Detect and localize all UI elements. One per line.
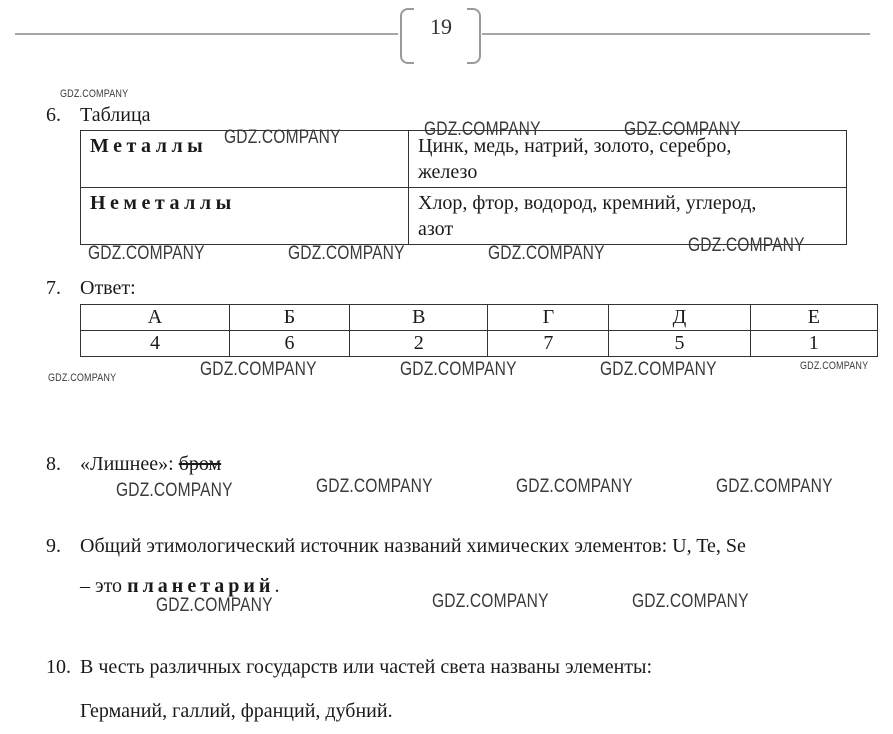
- q6-title: Таблица: [80, 104, 151, 126]
- answer-header-a: А: [81, 305, 230, 331]
- watermark: GDZ.COMPANY: [116, 480, 233, 501]
- page-number-bracket-left: [400, 8, 414, 64]
- answer-header-e: Е: [750, 305, 877, 331]
- nonmetals-value-line2: азот: [418, 218, 454, 240]
- metals-value-line1: Цинк, медь, натрий, золото, серебро,: [418, 135, 732, 157]
- metals-table: [80, 130, 847, 245]
- q10-line1: В честь различных государств или частей света названы элементы:: [80, 656, 653, 678]
- answer-header-d: Д: [609, 305, 750, 331]
- answer-value-a: 4: [81, 331, 230, 357]
- answer-value-e: 1: [750, 331, 877, 357]
- q10-number: 10.: [46, 656, 71, 678]
- q8-prefix: «Лишнее»:: [80, 453, 179, 475]
- watermark: GDZ.COMPANY: [716, 476, 833, 497]
- answer-header-g: Г: [488, 305, 609, 331]
- watermark: GDZ.COMPANY: [60, 88, 129, 100]
- q9-line2-prefix: – это: [80, 575, 128, 597]
- q9-answer: планетарий: [127, 575, 275, 597]
- header-rule-left: [15, 33, 398, 35]
- answer-value-d: 5: [609, 331, 750, 357]
- q8-number: 8.: [46, 453, 61, 475]
- q10-line2: Германий, галлий, франций, дубний.: [80, 700, 393, 722]
- watermark: GDZ.COMPANY: [316, 476, 433, 497]
- answer-value-v: 2: [350, 331, 488, 357]
- watermark: GDZ.COMPANY: [800, 360, 869, 372]
- watermark: GDZ.COMPANY: [688, 235, 805, 256]
- watermark: GDZ.COMPANY: [156, 595, 273, 616]
- nonmetals-value-line1: Хлор, фтор, водород, кремний, углерод,: [418, 192, 757, 214]
- answer-header-row: [81, 305, 878, 331]
- q6-number: 6.: [46, 104, 61, 126]
- watermark: GDZ.COMPANY: [432, 591, 549, 612]
- watermark: GDZ.COMPANY: [424, 119, 541, 140]
- watermark: GDZ.COMPANY: [400, 359, 517, 380]
- watermark: GDZ.COMPANY: [88, 243, 205, 264]
- watermark: GDZ.COMPANY: [224, 127, 341, 148]
- q7-title: Ответ:: [80, 277, 136, 299]
- answer-header-b: Б: [229, 305, 349, 331]
- q9-line1: Общий этимологический источник названий химических элементов: U, Te, Se: [80, 535, 746, 557]
- watermark: GDZ.COMPANY: [632, 591, 749, 612]
- answer-header-v: В: [350, 305, 488, 331]
- watermark: GDZ.COMPANY: [200, 359, 317, 380]
- q9-number: 9.: [46, 535, 61, 557]
- watermark: GDZ.COMPANY: [624, 119, 741, 140]
- q7-number: 7.: [46, 277, 61, 299]
- answer-value-row: [81, 331, 878, 357]
- page-number: 19: [430, 14, 452, 39]
- answer-value-g: 7: [488, 331, 609, 357]
- header-rule-right: [482, 33, 870, 35]
- q9-line2-suffix: .: [274, 575, 280, 597]
- watermark: GDZ.COMPANY: [516, 476, 633, 497]
- watermark: GDZ.COMPANY: [288, 243, 405, 264]
- watermark: GDZ.COMPANY: [48, 372, 117, 384]
- answer-table: [80, 304, 878, 357]
- page-number-bracket-right: [467, 8, 481, 64]
- metals-label: Металлы: [81, 131, 409, 188]
- nonmetals-label: Неметаллы: [81, 188, 409, 245]
- answer-value-b: 6: [229, 331, 349, 357]
- watermark: GDZ.COMPANY: [600, 359, 717, 380]
- q8-text: [80, 453, 221, 476]
- watermark: GDZ.COMPANY: [488, 243, 605, 264]
- q8-answer: бром: [178, 453, 222, 475]
- metals-value-line2: железо: [418, 161, 478, 183]
